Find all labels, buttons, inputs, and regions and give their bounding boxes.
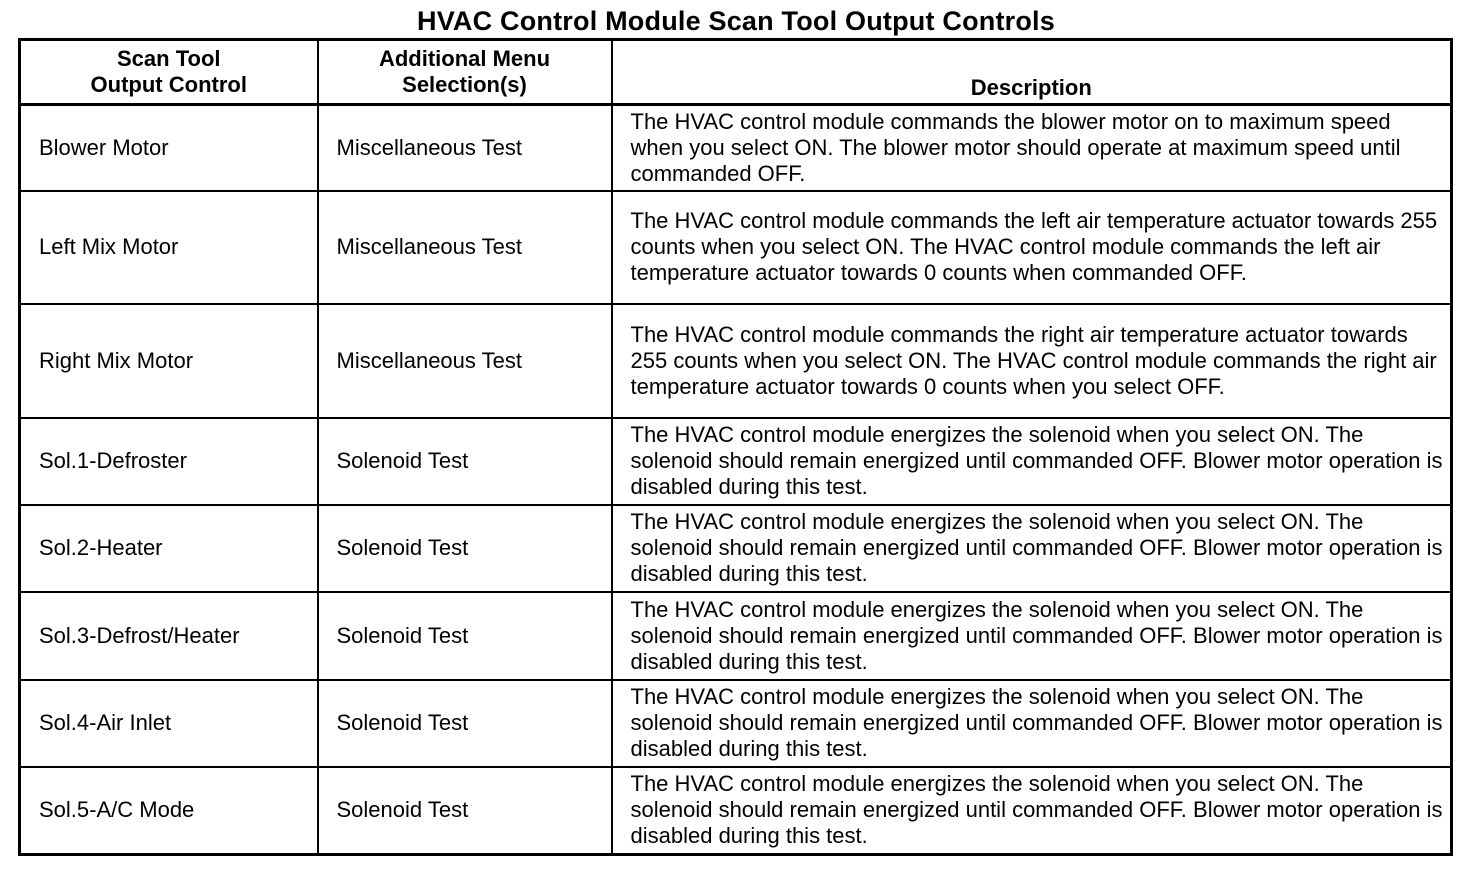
output-controls-table (18, 38, 1453, 856)
cell-menu-selection: Miscellaneous Test (318, 191, 612, 304)
cell-menu-selection: Solenoid Test (318, 592, 612, 680)
header-control-line2: Output Control (90, 72, 247, 97)
table-header-row (20, 40, 1452, 105)
cell-output-control: Sol.5-A/C Mode (20, 767, 318, 855)
cell-output-control: Blower Motor (20, 105, 318, 191)
header-additional-menu-selections (318, 40, 612, 105)
cell-description: The HVAC control module commands the left air temperature actuator towards 255 counts when you select ON. The HVAC control module commands the left air temperature actuator towards 0 counts when commanded OFF. (612, 191, 1452, 304)
header-scan-tool-output-control (20, 40, 318, 105)
page-title: HVAC Control Module Scan Tool Output Controls (417, 6, 1055, 36)
table-row (20, 304, 1452, 418)
cell-description: The HVAC control module commands the right air temperature actuator towards 255 counts when you select ON. The HVAC control module commands the right air temperature actuator towards 0 counts when you select OFF. (612, 304, 1452, 418)
cell-output-control: Sol.1-Defroster (20, 418, 318, 505)
cell-output-control: Sol.4-Air Inlet (20, 680, 318, 767)
cell-description: The HVAC control module energizes the solenoid when you select ON. The solenoid should remain energized until commanded OFF. Blower motor operation is disabled during this test. (612, 767, 1452, 855)
table-row (20, 418, 1452, 505)
cell-output-control: Sol.2-Heater (20, 505, 318, 592)
cell-description: The HVAC control module energizes the solenoid when you select ON. The solenoid should remain energized until commanded OFF. Blower motor operation is disabled during this test. (612, 505, 1452, 592)
header-menu-line1: Additional Menu (378, 46, 551, 71)
cell-description: The HVAC control module commands the blower motor on to maximum speed when you select ON. The blower motor should operate at maximum speed until commanded OFF. (612, 105, 1452, 191)
table-row (20, 680, 1452, 767)
cell-menu-selection: Solenoid Test (318, 680, 612, 767)
table-row (20, 505, 1452, 592)
cell-menu-selection: Miscellaneous Test (318, 105, 612, 191)
cell-output-control: Sol.3-Defrost/Heater (20, 592, 318, 680)
header-description: Description (612, 40, 1452, 105)
table-row (20, 767, 1452, 855)
cell-output-control: Left Mix Motor (20, 191, 318, 304)
table-row (20, 191, 1452, 304)
cell-description: The HVAC control module energizes the solenoid when you select ON. The solenoid should remain energized until commanded OFF. Blower motor operation is disabled during this test. (612, 680, 1452, 767)
header-menu-line2: Selection(s) (402, 72, 527, 97)
cell-description: The HVAC control module energizes the solenoid when you select ON. The solenoid should remain energized until commanded OFF. Blower motor operation is disabled during this test. (612, 592, 1452, 680)
cell-menu-selection: Solenoid Test (318, 505, 612, 592)
cell-menu-selection: Solenoid Test (318, 767, 612, 855)
cell-output-control: Right Mix Motor (20, 304, 318, 418)
table-row (20, 592, 1452, 680)
cell-menu-selection: Miscellaneous Test (318, 304, 612, 418)
table-row (20, 105, 1452, 191)
cell-menu-selection: Solenoid Test (318, 418, 612, 505)
header-control-line1: Scan Tool (117, 46, 221, 71)
cell-description: The HVAC control module energizes the solenoid when you select ON. The solenoid should remain energized until commanded OFF. Blower motor operation is disabled during this test. (612, 418, 1452, 505)
